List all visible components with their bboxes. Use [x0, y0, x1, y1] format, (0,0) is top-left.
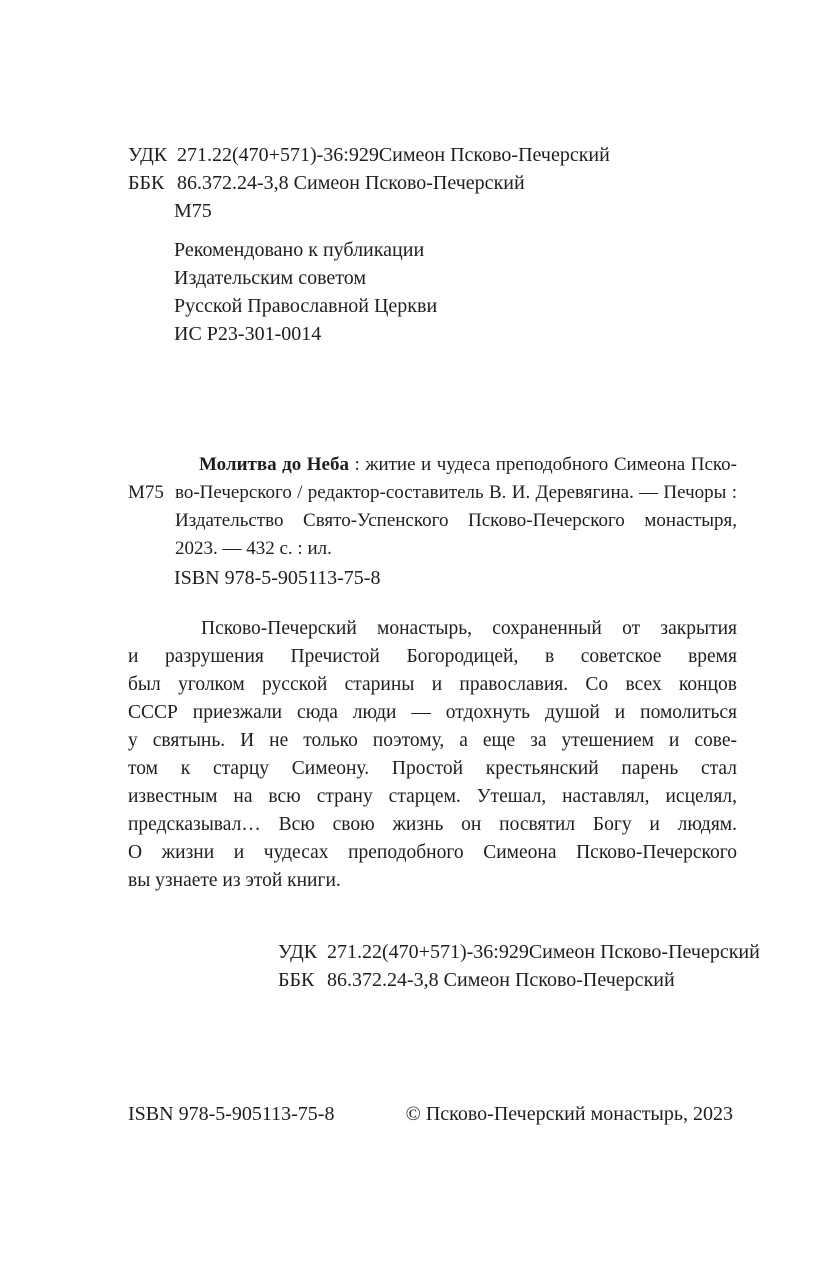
- catalog-line: [175, 451, 737, 479]
- annotation-line: был уголком русской старины и православия. Со всех концов: [128, 674, 737, 695]
- top-udk-bbk-block: [128, 141, 610, 225]
- catalog-line: Издательство Свято-Успенского Псково-Печерского монастыря,: [175, 510, 737, 531]
- approval-block: [174, 236, 437, 348]
- udk-value: 271.22(470+571)-36:929Симеон Псково-Печерский: [327, 941, 760, 963]
- udk-value: 271.22(470+571)-36:929Симеон Псково-Печерский: [177, 144, 610, 166]
- bbk-line: [278, 966, 760, 994]
- annotation-line: известным на всю страну старцем. Утешал, наставлял, исцелял,: [128, 786, 737, 807]
- annotation-line: Псково-Печерский монастырь, сохраненный от закрытия: [201, 618, 737, 639]
- approval-line: Издательским советом: [174, 267, 367, 289]
- annotation-line: СССР приезжали сюда люди — отдохнуть душой и помолиться: [128, 702, 737, 723]
- bbk-value: 86.372.24-3,8 Симеон Псково-Печерский: [327, 969, 675, 991]
- udk-line: [128, 141, 610, 169]
- bbk-line: [128, 169, 610, 197]
- bbk-label: ББК: [128, 172, 165, 194]
- bbk-label: ББК: [278, 969, 315, 991]
- annotation-line: вы узнаете из этой книги.: [128, 870, 341, 891]
- udk-label: УДК: [278, 941, 318, 963]
- approval-line: Русской Православной Церкви: [174, 295, 438, 317]
- catalog-line-rest: : житие и чудеса преподобного Симеона Пско-: [349, 454, 737, 475]
- author-sign: М75: [174, 200, 212, 222]
- footer-isbn: ISBN 978-5-905113-75-8: [128, 1103, 335, 1125]
- book-title: Молитва до Неба: [199, 454, 349, 475]
- catalog-author-sign: М75: [128, 482, 164, 503]
- catalog-card: [128, 451, 737, 563]
- catalog-line: 2023. — 432 с. : ил.: [175, 538, 332, 559]
- udk-line: [278, 938, 760, 966]
- bottom-udk-bbk-block: [278, 938, 760, 994]
- catalog-isbn: ISBN 978-5-905113-75-8: [174, 567, 381, 589]
- approval-line: ИС Р23-301-0014: [174, 323, 322, 345]
- annotation-line: том к старцу Симеону. Простой крестьянский парень стал: [128, 758, 737, 779]
- annotation-paragraph: [128, 615, 737, 895]
- udk-label: УДК: [128, 144, 168, 166]
- annotation-line: и разрушения Пречистой Богородицей, в советское время: [128, 646, 737, 667]
- bbk-value: 86.372.24-3,8 Симеон Псково-Печерский: [177, 172, 525, 194]
- annotation-line: у святынь. И не только поэтому, а еще за утешением и сове-: [128, 730, 737, 751]
- annotation-line: предсказывал… Всю свою жизнь он посвятил Богу и людям.: [128, 814, 737, 835]
- catalog-line: во-Печерского / редактор-составитель В. И. Деревягина. — Печоры :: [175, 482, 737, 503]
- approval-line: Рекомендовано к публикации: [174, 239, 425, 261]
- annotation-line: О жизни и чудесах преподобного Симеона Псково-Печерского: [128, 842, 737, 863]
- footer-copyright: © Псково-Печерский монастырь, 2023: [405, 1103, 733, 1125]
